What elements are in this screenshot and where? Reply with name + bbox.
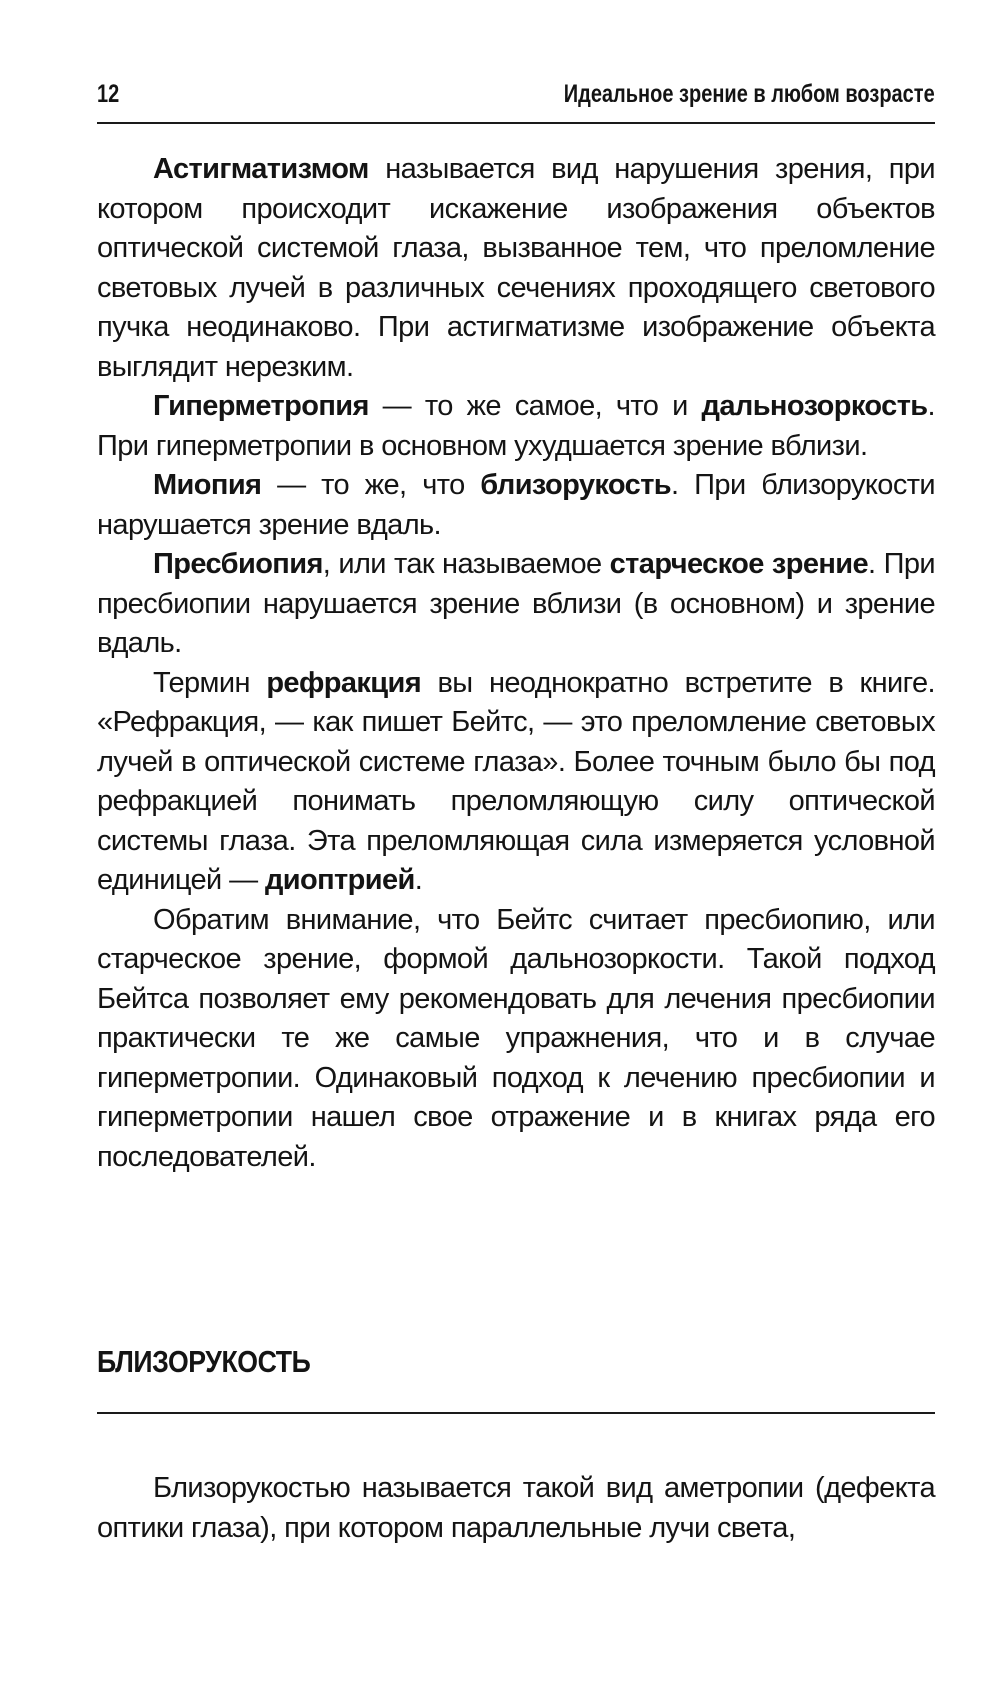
paragraph-refraction [97, 664, 935, 901]
paragraph-astigmatism [97, 150, 935, 387]
section-divider [97, 1412, 935, 1414]
paragraph-myopia [97, 466, 935, 545]
term-senile-vision: старческое зрение [609, 548, 869, 580]
paragraph-text: . [414, 864, 423, 896]
paragraph-bates-note [97, 901, 935, 1178]
paragraph-text: Близорукостью называется такой вид аметропии (дефекта оптики глаза), при котором параллельные лучи света, [97, 1472, 935, 1544]
paragraph-presbyopia [97, 545, 935, 664]
page-number: 12 [97, 80, 120, 108]
section-title: БЛИЗОРУКОСТЬ [97, 1344, 311, 1379]
term-farsightedness: дальнозоркость [701, 390, 928, 422]
term-diopter: диоптрией [264, 864, 415, 896]
term-presbyopia: Пресбиопия [153, 548, 323, 580]
page-header [97, 72, 935, 122]
paragraph-hypermetropia [97, 387, 935, 466]
body-text [97, 150, 935, 1177]
term-refraction: рефракция [266, 666, 422, 699]
paragraph-text: — то же, что [261, 469, 481, 501]
paragraph-text: вы неоднократно встретите в книге. «Рефракция, — как пишет Бейтс, — это преломление световых лучей в оптической системе глаза». Более точным было бы под рефракцией понимать преломляющую силу оптической системы глаза. Эта преломляющая сила измеряется условной единицей — [97, 666, 935, 896]
term-nearsightedness: близорукость [480, 469, 672, 501]
running-title: Идеальное зрение в любом возрасте [564, 80, 935, 108]
paragraph-text: называется вид нарушения зрения, при котором происходит искажение изображения объектов оптической системой глаза, вызванное тем, что преломление световых лучей в различных сечениях проходящего светового пучка неодинаково. При астигматизме изображение объекта выглядит нерезким. [97, 153, 935, 383]
paragraph-text: . При гиперметропии в основном ухудшается зрение вблизи. [97, 390, 935, 462]
paragraph-text: , или так называемое [322, 548, 610, 580]
paragraph-text: — то же самое, что и [368, 390, 702, 422]
term-hypermetropia: Гиперметропия [153, 390, 369, 422]
term-astigmatism: Астигматизмом [153, 153, 369, 185]
term-myopia: Миопия [153, 469, 262, 501]
paragraph-text: Термин [153, 666, 267, 699]
header-divider [97, 122, 935, 124]
paragraph-text: . При пресбиопии нарушается зрение вблизи (в основном) и зрение вдаль. [97, 548, 935, 659]
section-body [97, 1468, 935, 1548]
paragraph-text: . При близорукости нарушается зрение вдаль. [97, 469, 935, 541]
paragraph-text: Обратим внимание, что Бейтс считает пресбиопию, или старческое зрение, формой дальнозоркости. Такой подход Бейтса позволяет ему рекомендовать для лечения пресбиопии практически те же самые упражнения, что и в случае гиперметропии. Одинаковый подход к лечению пресбиопии и гиперметропии нашел свое отражение и в книгах ряда его последователей. [97, 903, 935, 1173]
paragraph-myopia-definition [97, 1468, 935, 1548]
